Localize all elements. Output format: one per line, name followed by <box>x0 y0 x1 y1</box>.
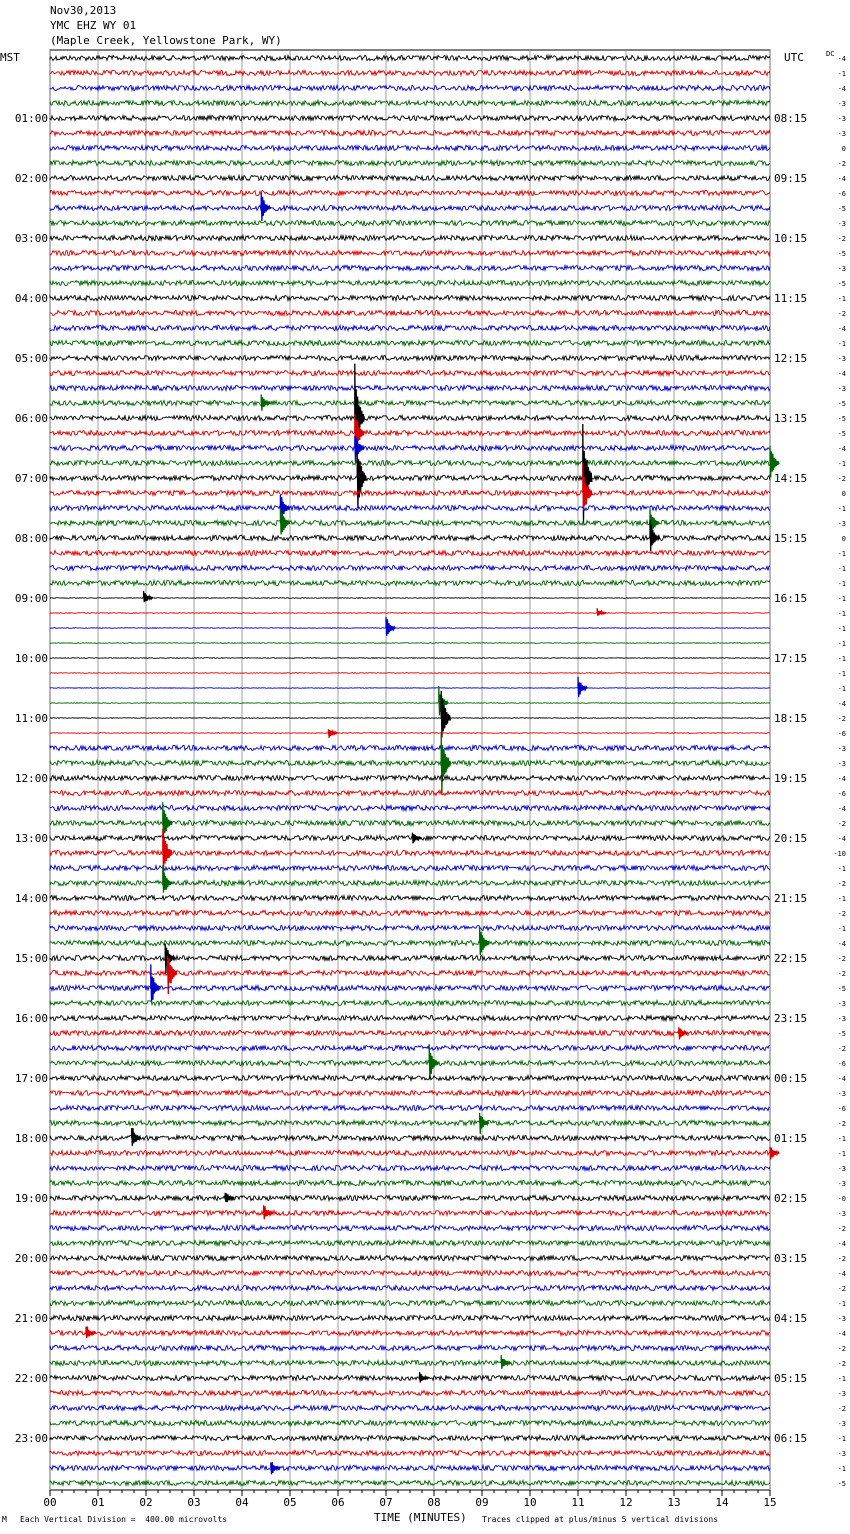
dc-offset-label: -1 <box>837 580 846 588</box>
seismic-event <box>357 452 366 509</box>
dc-offset-label: -2 <box>837 475 846 483</box>
dc-offset-label: -2 <box>837 235 846 243</box>
seismic-event <box>597 608 606 616</box>
seismic-trace-row <box>50 970 770 975</box>
seismic-trace-row <box>50 1420 770 1425</box>
seismic-event <box>679 1027 688 1039</box>
seismic-trace-row <box>50 250 770 255</box>
dc-offset-label: -4 <box>837 1330 846 1338</box>
seismic-trace-row <box>50 1150 770 1155</box>
left-hour-label: 17:00 <box>14 1072 48 1085</box>
dc-offset-label: -3 <box>837 1315 846 1323</box>
seismic-trace-row <box>50 850 770 855</box>
dc-offset-label: -3 <box>837 265 846 273</box>
dc-offset-label: -3 <box>837 1450 846 1458</box>
dc-offset-label: -5 <box>837 1030 846 1038</box>
seismic-trace-row <box>50 1315 770 1320</box>
dc-offset-label: -1 <box>837 640 846 648</box>
seismic-trace-row <box>50 145 770 150</box>
seismic-trace-row <box>50 565 770 570</box>
dc-offset-label: -4 <box>837 805 846 813</box>
seismic-trace-row <box>50 280 770 285</box>
left-hour-label: 22:00 <box>14 1372 48 1385</box>
seismic-trace-row <box>50 1000 770 1005</box>
right-hour-label: 03:15 <box>774 1252 808 1265</box>
left-axis-title: MST <box>0 51 20 64</box>
dc-offset-label: -2 <box>837 1045 846 1053</box>
dc-offset-label: -3 <box>837 1000 846 1008</box>
dc-offset-label: -4 <box>837 55 846 63</box>
dc-offset-label: -3 <box>837 1180 846 1188</box>
dc-offset-label: -1 <box>837 895 846 903</box>
dc-offset-label: -1 <box>837 655 846 663</box>
seismic-trace-row <box>50 1465 770 1470</box>
seismic-trace-row <box>50 475 770 480</box>
seismic-trace-row <box>50 370 770 375</box>
seismic-trace-row <box>50 310 770 315</box>
seismic-trace-row <box>50 160 770 165</box>
right-hour-label: 20:15 <box>774 832 808 845</box>
left-hour-label: 06:00 <box>14 412 48 425</box>
clip-note: Traces clipped at plus/minus 5 vertical divisions <box>482 1515 719 1524</box>
seismic-trace-row <box>50 820 770 825</box>
seismic-event <box>328 729 337 738</box>
dc-offset-label: -6 <box>837 190 846 198</box>
dc-offset-label: -5 <box>837 280 846 288</box>
x-tick-label: 07 <box>379 1496 393 1509</box>
dc-offset-label: -2 <box>837 1360 846 1368</box>
x-tick-label: 08 <box>427 1496 441 1509</box>
dc-offset-label: -3 <box>837 1165 846 1173</box>
seismic-trace-row <box>50 1180 770 1185</box>
dc-offset-label: -4 <box>837 175 846 183</box>
right-hour-label: 05:15 <box>774 1372 808 1385</box>
left-hour-label: 01:00 <box>14 112 48 125</box>
seismic-event <box>770 1147 779 1160</box>
seismic-trace-row <box>50 910 770 915</box>
x-tick-label: 12 <box>619 1496 633 1509</box>
seismic-trace-row <box>50 85 770 90</box>
seismic-trace-row <box>50 1030 770 1035</box>
seismic-trace-row <box>50 1360 770 1365</box>
seismic-trace-row <box>50 1225 770 1230</box>
dc-offset-label: -1 <box>837 1135 846 1143</box>
right-hour-label: 17:15 <box>774 652 808 665</box>
dc-offset-label: -5 <box>837 415 846 423</box>
seismic-trace-row <box>50 835 770 840</box>
x-tick-label: 01 <box>91 1496 105 1509</box>
x-tick-label: 09 <box>475 1496 489 1509</box>
dc-offset-label: -2 <box>837 310 846 318</box>
date-label: Nov30,2013 <box>50 4 117 17</box>
location-label: (Maple Creek, Yellowstone Park, WY) <box>50 34 282 47</box>
right-hour-label: 15:15 <box>774 532 808 545</box>
dc-offset-label: -1 <box>837 595 846 603</box>
seismic-trace-row <box>50 1300 770 1305</box>
seismic-trace-row <box>50 520 770 525</box>
seismic-trace-row <box>50 130 770 135</box>
seismic-trace-row <box>50 1270 770 1275</box>
right-hour-label: 02:15 <box>774 1192 808 1205</box>
seismic-trace-row <box>50 613 770 614</box>
dc-offset-label: -3 <box>837 1420 846 1428</box>
x-tick-label: 00 <box>43 1496 57 1509</box>
seismic-trace-row <box>50 265 770 270</box>
seismic-trace-row <box>50 775 770 780</box>
dc-offset-label: -3 <box>837 1090 846 1098</box>
dc-offset-label: -1 <box>837 1300 846 1308</box>
right-hour-label: 19:15 <box>774 772 808 785</box>
seismic-trace-row <box>50 1195 770 1200</box>
seismic-trace-row <box>50 1390 770 1395</box>
dc-offset-label: -2 <box>837 1405 846 1413</box>
x-tick-label: 15 <box>763 1496 777 1509</box>
dc-offset-label: -4 <box>837 940 846 948</box>
seismic-event <box>412 833 421 844</box>
dc-offset-label: -4 <box>837 85 846 93</box>
right-hour-label: 12:15 <box>774 352 808 365</box>
seismic-event <box>441 733 450 794</box>
seismic-event <box>144 591 153 602</box>
seismic-trace-row <box>50 415 770 420</box>
right-hour-label: 06:15 <box>774 1432 808 1445</box>
dc-offset-label: -3 <box>837 100 846 108</box>
dc-offset-label: -2 <box>837 1255 846 1263</box>
right-hour-label: 16:15 <box>774 592 808 605</box>
x-tick-label: 10 <box>523 1496 537 1509</box>
right-hour-label: 13:15 <box>774 412 808 425</box>
seismic-trace-row <box>50 865 770 870</box>
seismic-trace-row <box>50 220 770 225</box>
right-hour-label: 21:15 <box>774 892 808 905</box>
seismic-trace-row <box>50 535 770 540</box>
right-hour-label: 01:15 <box>774 1132 808 1145</box>
seismic-trace-row <box>50 55 770 60</box>
left-hour-label: 14:00 <box>14 892 48 905</box>
dc-offset-label: -5 <box>837 205 846 213</box>
seismic-event <box>386 617 395 636</box>
seismic-event <box>271 1462 280 1474</box>
dc-offset-label: -1 <box>837 565 846 573</box>
dc-offset-label: -4 <box>837 1240 846 1248</box>
dc-offset-label: -2 <box>837 955 846 963</box>
seismic-trace-row <box>50 940 770 945</box>
dc-label: DC <box>826 50 835 58</box>
corner-mark: M <box>2 1515 7 1524</box>
seismic-trace-row <box>50 1090 770 1095</box>
seismic-trace-row <box>50 190 770 195</box>
left-hour-label: 07:00 <box>14 472 48 485</box>
seismic-trace-row <box>50 1135 770 1140</box>
seismic-trace-row <box>50 1255 770 1260</box>
dc-offset-label: -4 <box>837 1270 846 1278</box>
seismic-trace-row <box>50 175 770 180</box>
x-tick-label: 03 <box>187 1496 201 1509</box>
seismic-event <box>420 1372 429 1383</box>
scale-note: Each Vertical Division = 400.00 microvolts <box>20 1515 228 1524</box>
dc-offset-label: -10 <box>833 850 846 858</box>
left-hour-label: 11:00 <box>14 712 48 725</box>
seismic-trace-row <box>50 205 770 210</box>
left-hour-label: 23:00 <box>14 1432 48 1445</box>
seismic-trace-row <box>50 1330 770 1335</box>
left-hour-label: 13:00 <box>14 832 48 845</box>
right-hour-label: 08:15 <box>774 112 808 125</box>
dc-offset-label: -2 <box>837 1285 846 1293</box>
seismic-trace-row <box>50 340 770 345</box>
dc-offset-label: 0 <box>841 490 846 498</box>
left-hour-label: 15:00 <box>14 952 48 965</box>
dc-offset-label: -1 <box>837 295 846 303</box>
seismic-trace-row <box>50 505 770 510</box>
seismic-trace-row <box>50 580 770 585</box>
left-hour-label: 05:00 <box>14 352 48 365</box>
seismic-trace-row <box>50 955 770 960</box>
dc-offset-label: -5 <box>837 430 846 438</box>
dc-offset-label: -1 <box>837 550 846 558</box>
dc-offset-label: -3 <box>837 745 846 753</box>
seismic-trace-row <box>50 325 770 330</box>
seismic-trace-row <box>50 430 770 435</box>
dc-offset-label: -3 <box>837 1210 846 1218</box>
dc-offset-label: -5 <box>837 1480 846 1488</box>
dc-offset-label: -1 <box>837 925 846 933</box>
left-hour-label: 09:00 <box>14 592 48 605</box>
dc-offset-label: -4 <box>837 370 846 378</box>
x-tick-label: 14 <box>715 1496 729 1509</box>
dc-offset-label: -3 <box>837 115 846 123</box>
dc-offset-label: -2 <box>837 880 846 888</box>
dc-offset-label: 0 <box>841 145 846 153</box>
dc-offset-label: -4 <box>837 775 846 783</box>
seismic-trace-row <box>50 1435 770 1440</box>
seismic-trace-row <box>50 445 770 450</box>
left-hour-label: 04:00 <box>14 292 48 305</box>
station-label: YMC EHZ WY 01 <box>50 19 137 32</box>
dc-offset-label: -1 <box>837 1435 846 1443</box>
seismic-trace-row <box>50 1015 770 1020</box>
x-tick-label: 11 <box>571 1496 585 1509</box>
dc-offset-label: -1 <box>837 460 846 468</box>
dc-offset-label: -3 <box>837 220 846 228</box>
dc-offset-label: -6 <box>837 1105 846 1113</box>
dc-offset-label: -1 <box>837 865 846 873</box>
seismic-event <box>261 395 270 411</box>
seismic-trace-row <box>50 235 770 240</box>
seismic-event <box>132 1128 141 1146</box>
seismic-event <box>441 691 450 738</box>
right-hour-label: 09:15 <box>774 172 808 185</box>
dc-offset-label: -1 <box>837 70 846 78</box>
dc-offset-label: -2 <box>837 160 846 168</box>
right-hour-label: 11:15 <box>774 292 808 305</box>
dc-offset-label: -0 <box>837 1195 846 1203</box>
dc-offset-label: -2 <box>837 1345 846 1353</box>
dc-offset-label: -3 <box>837 760 846 768</box>
seismic-trace-row <box>50 1075 770 1080</box>
left-hour-label: 16:00 <box>14 1012 48 1025</box>
dc-offset-label: -4 <box>837 325 846 333</box>
seismic-trace-row <box>50 1060 770 1065</box>
dc-offset-label: -1 <box>837 505 846 513</box>
dc-offset-label: -4 <box>837 445 846 453</box>
left-hour-label: 12:00 <box>14 772 48 785</box>
left-hour-label: 10:00 <box>14 652 48 665</box>
seismic-event <box>86 1327 95 1339</box>
x-tick-label: 02 <box>139 1496 153 1509</box>
dc-offset-label: -1 <box>837 670 846 678</box>
seismic-trace-row <box>50 673 770 674</box>
seismic-trace-row <box>50 1450 770 1455</box>
dc-offset-label: -6 <box>837 730 846 738</box>
seismic-trace-row <box>50 880 770 885</box>
seismic-trace-row <box>50 790 770 795</box>
seismic-event <box>261 193 270 221</box>
seismic-trace-row <box>50 805 770 810</box>
seismic-event <box>480 926 489 955</box>
seismic-event <box>280 509 289 535</box>
dc-offset-label: 0 <box>841 535 846 543</box>
seismic-trace-row <box>50 295 770 300</box>
left-hour-label: 19:00 <box>14 1192 48 1205</box>
right-hour-label: 14:15 <box>774 472 808 485</box>
dc-offset-label: -2 <box>837 910 846 918</box>
seismic-trace-row <box>50 1105 770 1110</box>
seismic-trace-row <box>50 70 770 75</box>
seismic-trace-row <box>50 1045 770 1050</box>
dc-offset-label: -2 <box>837 1120 846 1128</box>
right-hour-label: 10:15 <box>774 232 808 245</box>
seismic-trace-row <box>50 733 770 734</box>
x-tick-label: 04 <box>235 1496 249 1509</box>
seismic-trace-row <box>50 355 770 360</box>
left-hour-label: 08:00 <box>14 532 48 545</box>
left-hour-label: 02:00 <box>14 172 48 185</box>
dc-offset-label: -1 <box>837 1375 846 1383</box>
seismic-event <box>264 1205 273 1219</box>
dc-offset-label: -1 <box>837 685 846 693</box>
seismic-event <box>225 1193 234 1202</box>
dc-offset-label: -1 <box>837 610 846 618</box>
seismic-trace-row <box>50 658 770 659</box>
seismic-trace-row <box>50 718 770 719</box>
dc-offset-label: -3 <box>837 520 846 528</box>
right-hour-label: 23:15 <box>774 1012 808 1025</box>
right-hour-label: 04:15 <box>774 1312 808 1325</box>
dc-offset-label: -4 <box>837 1075 846 1083</box>
dc-offset-label: -5 <box>837 400 846 408</box>
seismic-trace-row <box>50 1210 770 1215</box>
seismic-event <box>151 964 160 1001</box>
seismic-trace-row <box>50 688 770 689</box>
seismic-trace-row <box>50 460 770 465</box>
dc-offset-label: -1 <box>837 1465 846 1473</box>
dc-offset-label: -6 <box>837 790 846 798</box>
x-axis-title: TIME (MINUTES) <box>374 1511 467 1524</box>
seismic-trace-row <box>50 490 770 495</box>
seismic-trace-row <box>50 1375 770 1380</box>
seismic-trace-row <box>50 1120 770 1125</box>
seismic-event <box>578 677 587 697</box>
seismic-trace-row <box>50 550 770 555</box>
dc-offset-label: -5 <box>837 250 846 258</box>
dc-offset-label: -2 <box>837 1225 846 1233</box>
left-hour-label: 21:00 <box>14 1312 48 1325</box>
seismic-trace-row <box>50 643 770 644</box>
left-hour-label: 20:00 <box>14 1252 48 1265</box>
seismic-trace-row <box>50 760 770 765</box>
seismic-event <box>480 1113 489 1134</box>
seismic-trace-row <box>50 115 770 120</box>
seismic-trace-row <box>50 1165 770 1170</box>
seismic-trace-row <box>50 1405 770 1410</box>
x-tick-label: 13 <box>667 1496 681 1509</box>
right-hour-label: 00:15 <box>774 1072 808 1085</box>
dc-offset-label: -4 <box>837 700 846 708</box>
dc-offset-label: -6 <box>837 1060 846 1068</box>
seismic-trace-row <box>50 745 770 750</box>
seismic-trace-row <box>50 385 770 390</box>
dc-offset-label: -3 <box>837 1015 846 1023</box>
right-hour-label: 18:15 <box>774 712 808 725</box>
seismic-trace-row <box>50 1480 770 1485</box>
dc-offset-label: -1 <box>837 1150 846 1158</box>
seismic-trace-row <box>50 1240 770 1245</box>
dc-offset-label: -4 <box>837 835 846 843</box>
right-axis-title: UTC <box>784 51 804 64</box>
dc-offset-label: -5 <box>837 985 846 993</box>
seismic-trace-row <box>50 1285 770 1290</box>
dc-offset-label: -1 <box>837 625 846 633</box>
seismic-trace-row <box>50 598 770 599</box>
dc-offset-label: -3 <box>837 1390 846 1398</box>
right-hour-label: 22:15 <box>774 952 808 965</box>
seismic-trace-row <box>50 100 770 105</box>
dc-offset-label: -1 <box>837 340 846 348</box>
seismic-trace-row <box>50 628 770 629</box>
x-tick-label: 06 <box>331 1496 345 1509</box>
dc-offset-label: -3 <box>837 385 846 393</box>
dc-offset-label: -2 <box>837 715 846 723</box>
seismic-trace-row <box>50 400 770 405</box>
dc-offset-label: -3 <box>837 355 846 363</box>
seismic-trace-row <box>50 703 770 704</box>
left-hour-label: 18:00 <box>14 1132 48 1145</box>
seismic-trace-row <box>50 925 770 930</box>
dc-offset-label: -2 <box>837 820 846 828</box>
left-hour-label: 03:00 <box>14 232 48 245</box>
dc-offset-label: -2 <box>837 970 846 978</box>
seismic-trace-row <box>50 895 770 900</box>
x-tick-label: 05 <box>283 1496 297 1509</box>
seismic-trace-row <box>50 1345 770 1350</box>
dc-offset-label: -3 <box>837 130 846 138</box>
